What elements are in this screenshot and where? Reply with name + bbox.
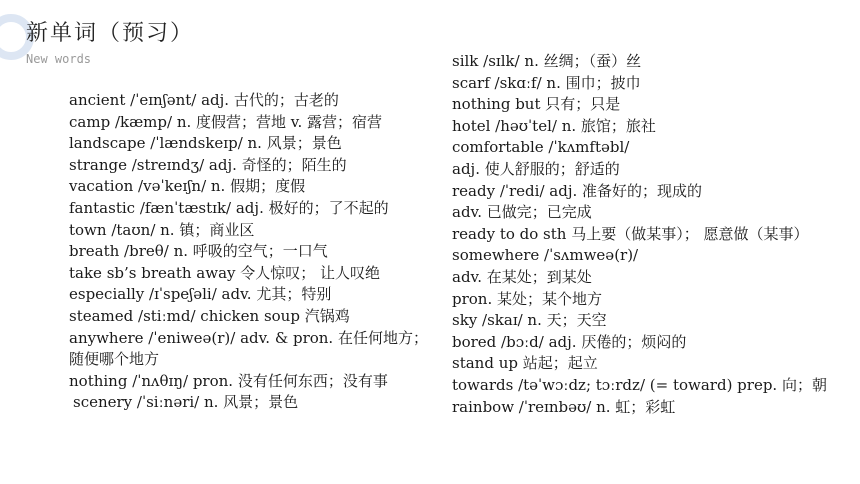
vocab-entry: towards /təˈwɔːdz; tɔːrdz/ (= toward) prep. 向；朝: [452, 375, 827, 394]
vocab-entry: especially /ɪˈspeʃəli/ adv. 尤其；特别: [69, 285, 332, 304]
vocab-entry: adj. 使人舒服的；舒适的: [452, 159, 620, 178]
vocab-entry: landscape /ˈlændskeɪp/ n. 风景；景色: [69, 134, 342, 153]
vocab-entry: take sb’s breath away 令人惊叹； 让人叹绝: [69, 263, 381, 282]
page-title: 新单词（预习）: [26, 21, 195, 46]
vocab-entry: sky /skaɪ/ n. 天；天空: [452, 311, 607, 330]
vocab-entry: somewhere /ˈsʌmweə(r)/: [452, 246, 639, 265]
vocab-entry: bored /bɔːd/ adj. 厌倦的；烦闷的: [452, 332, 687, 351]
vocab-entry: strange /streɪndʒ/ adj. 奇怪的；陌生的: [69, 155, 347, 174]
vocab-entry: nothing /ˈnʌθɪŋ/ pron. 没有任何东西；没有事: [69, 371, 388, 390]
vocab-entry: ready to do sth 马上要（做某事）； 愿意做（某事）: [452, 224, 809, 243]
vocab-entry: ready /ˈredi/ adj. 准备好的；现成的: [452, 181, 703, 200]
page-subtitle: New words: [26, 52, 92, 66]
vocab-entry: nothing but 只有；只是: [452, 95, 621, 114]
vocab-entry: comfortable /ˈkʌmftəbl/: [452, 138, 630, 157]
vocabulary-list-right: [452, 51, 847, 418]
vocab-entry: scarf /skɑːf/ n. 围巾；披巾: [452, 73, 641, 92]
vocab-entry: scenery /ˈsiːnəri/ n. 风景；景色: [73, 393, 299, 412]
vocab-entry: breath /breθ/ n. 呼吸的空气；一口气: [69, 242, 328, 261]
vocabulary-list-left: [69, 90, 439, 414]
vocab-entry: hotel /həʊˈtel/ n. 旅馆；旅社: [452, 116, 656, 135]
vocab-entry: town /taʊn/ n. 镇；商业区: [69, 220, 255, 239]
vocab-entry: fantastic /fænˈtæstɪk/ adj. 极好的；了不起的: [69, 198, 389, 217]
vocab-entry: steamed /stiːmd/ chicken soup 汽锅鸡: [69, 306, 350, 325]
vocab-entry: anywhere /ˈeniweə(r)/ adv. & pron. 在任何地方；随便哪个地方: [69, 328, 428, 369]
vocab-entry: adv. 已做完；已完成: [452, 203, 592, 222]
vocab-entry: ancient /ˈeɪnʃənt/ adj. 古代的；古老的: [69, 91, 339, 109]
vocab-entry: pron. 某处；某个地方: [452, 289, 603, 308]
vocab-entry: rainbow /ˈreɪnbəʊ/ n. 虹；彩虹: [452, 397, 676, 416]
vocab-entry: adv. 在某处；到某处: [452, 267, 592, 286]
vocab-entry: silk /sɪlk/ n. 丝绸；（蚕）丝: [452, 52, 642, 70]
vocab-entry: vacation /vəˈkeɪʃn/ n. 假期；度假: [69, 177, 306, 196]
vocab-entry: camp /kæmp/ n. 度假营；营地 v. 露营；宿营: [69, 112, 383, 131]
vocab-entry: stand up 站起；起立: [452, 354, 598, 373]
